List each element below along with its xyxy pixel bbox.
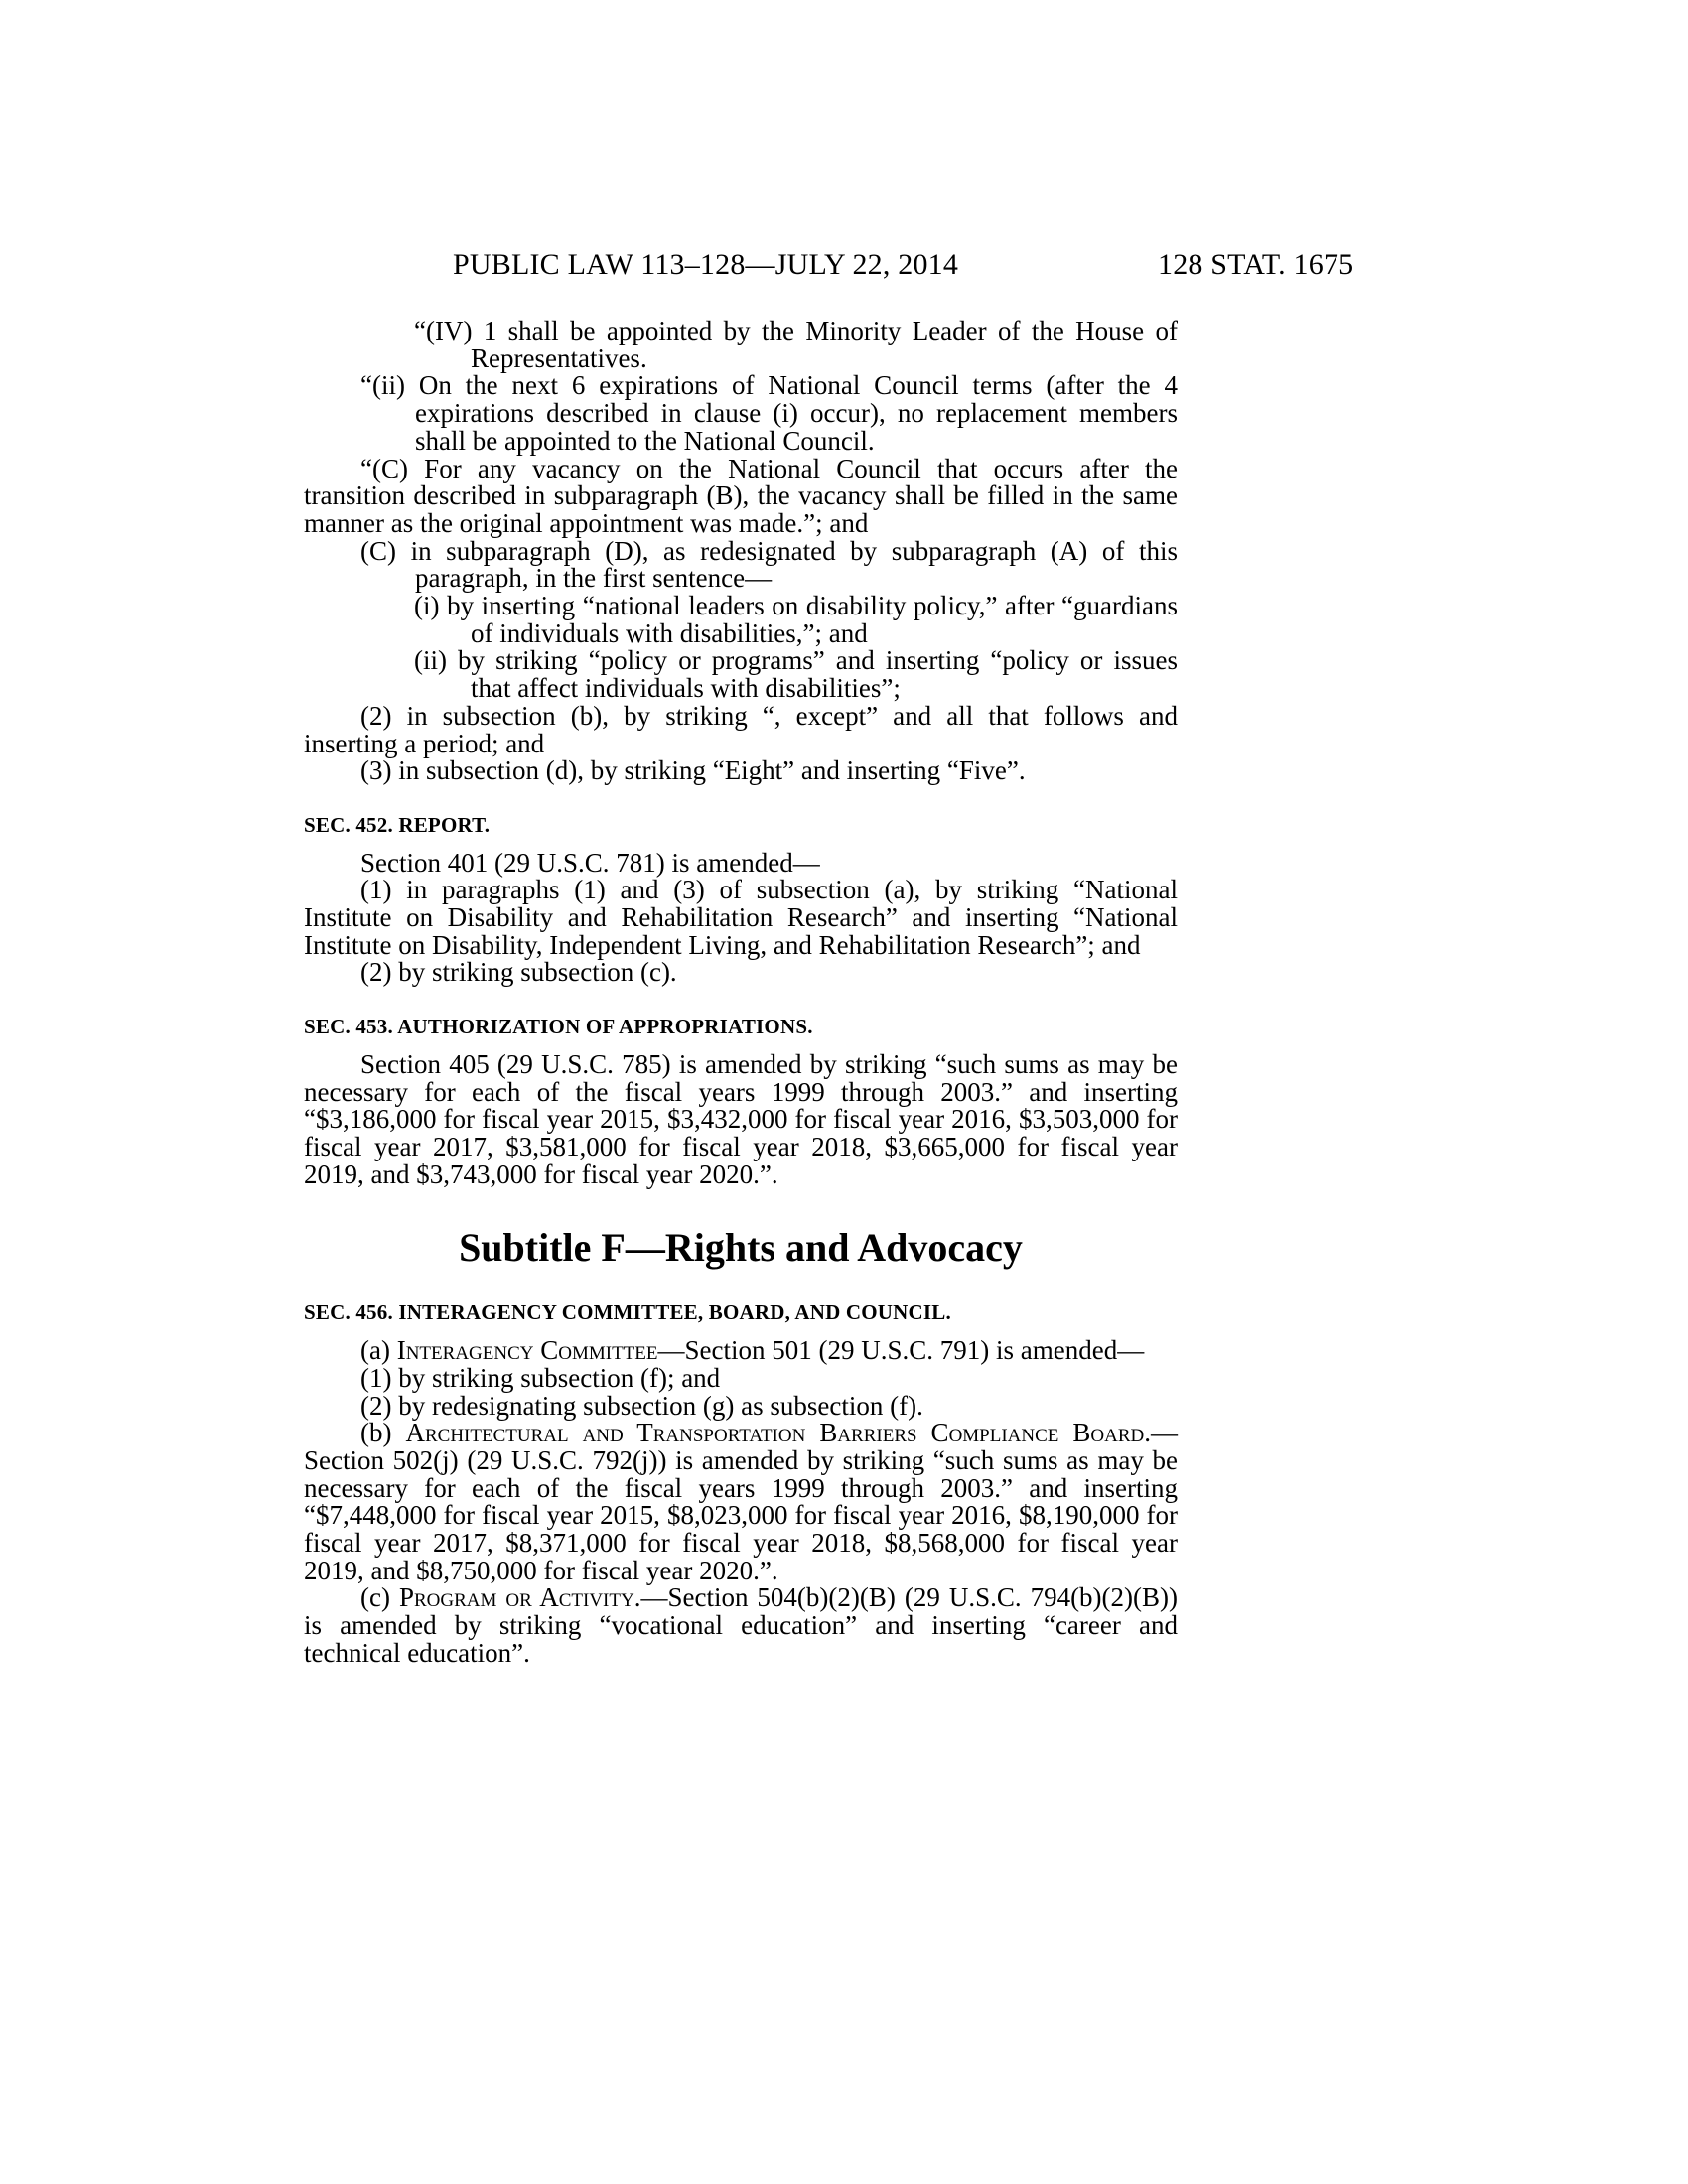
sec-456-a-paragraph-2: (2) by redesignating subsection (g) as subsection (f). bbox=[360, 1390, 923, 1421]
clause-iv: “(IV) 1 shall be appointed by the Minority Leader of the House of Representatives. bbox=[414, 316, 1178, 373]
sec-456-subsection-a bbox=[304, 1337, 1178, 1365]
subparagraph-c: (C) in subparagraph (D), as redesignated by subparagraph (A) of this paragraph, in the first sentence— bbox=[360, 535, 1178, 594]
subtitle-heading: Subtitle F—Rights and Advocacy bbox=[459, 1225, 1023, 1271]
subsection-a-label: (a) bbox=[360, 1335, 390, 1366]
subparagraph-c-quoted: “(C) For any vacancy on the National Council that occurs after the transition described in subparagraph (B), the vacancy shall be filled in the same manner as the original appointment was made.”; and bbox=[304, 453, 1178, 538]
sec-452-intro: Section 401 (29 U.S.C. 781) is amended— bbox=[360, 847, 820, 878]
paragraph-3: (3) in subsection (d), by striking “Eight” and inserting “Five”. bbox=[360, 755, 1026, 786]
running-header-law: PUBLIC LAW 113–128—JULY 22, 2014 bbox=[453, 248, 959, 281]
sec-452-paragraph-2: (2) by striking subsection (c). bbox=[360, 957, 677, 988]
clause-ii-strike: (ii) by striking “policy or programs” and inserting “policy or issues that affect individuals with disabilities”; bbox=[414, 645, 1178, 704]
subsection-b-label: (b) bbox=[360, 1418, 392, 1448]
sec-453-heading: SEC. 453. AUTHORIZATION OF APPROPRIATIONS. bbox=[304, 1015, 813, 1039]
sec-453-text: Section 405 (29 U.S.C. 785) is amended by striking “such sums as may be necessary for each of the fiscal years 1999 through 2003.” and inserting “$3,186,000 for fiscal year 2015, $3,432,000 for fiscal year 2016, $3,503,000 for fiscal year 2017, $3,581,000 for fiscal year 2018, $3,665,000 for fiscal year 2019, and $3,743,000 for fiscal year 2020.”. bbox=[304, 1048, 1178, 1189]
subsection-c-title: Program or Activity bbox=[398, 1582, 634, 1613]
subsection-b-title: Architectural and Transportation Barriers Compliance Board bbox=[405, 1418, 1145, 1448]
sec-456-subsection-b bbox=[304, 1420, 1178, 1584]
sec-452-heading: SEC. 452. REPORT. bbox=[304, 812, 491, 837]
clause-i-insert: (i) by inserting “national leaders on disability policy,” after “guardians of individuals with disabilities,”; and bbox=[414, 591, 1178, 648]
sec-456-heading: SEC. 456. INTERAGENCY COMMITTEE, BOARD, AND COUNCIL. bbox=[304, 1300, 951, 1325]
subsection-c-label: (c) bbox=[360, 1582, 390, 1613]
body-text bbox=[304, 318, 1178, 1668]
subsection-a-title: Interagency Committee bbox=[396, 1335, 658, 1366]
subsection-b-text: .—Section 502(j) (29 U.S.C. 792(j)) is amended by striking “such sums as may be necessary for each of the fiscal years 1999 through 2003.” and inserting “$7,448,000 for fiscal year 2015, $8,023,000 for fiscal year 2016, $8,190,000 for fiscal year 2017, $8,371,000 for fiscal year 2018, $8,568,000 for fiscal year 2019, and $8,750,000 for fiscal year 2020.”. bbox=[304, 1418, 1178, 1585]
sec-452-paragraph-1: (1) in paragraphs (1) and (3) of subsection (a), by striking “National Institute on Disability and Rehabilitation Research” and inserting “National Institute on Disability, Independent Living, and Rehabilitation Research”; and bbox=[304, 875, 1178, 960]
running-header-stat: 128 STAT. 1675 bbox=[1158, 248, 1354, 281]
subsection-a-text: —Section 501 (29 U.S.C. 791) is amended— bbox=[657, 1335, 1145, 1366]
paragraph-2: (2) in subsection (b), by striking “, except” and all that follows and inserting a period; and bbox=[304, 700, 1178, 758]
sec-456-subsection-c bbox=[304, 1584, 1178, 1667]
sec-456-a-paragraph-1: (1) by striking subsection (f); and bbox=[360, 1362, 721, 1393]
subsection-c-text: .—Section 504(b)(2)(B) (29 U.S.C. 794(b)(2)(B)) is amended by striking “vocational education” and inserting “career and technical education”. bbox=[304, 1582, 1179, 1668]
clause-ii: “(ii) On the next 6 expirations of National Council terms (after the 4 expirations described in clause (i) occur), no replacement members shall be appointed to the National Council. bbox=[360, 370, 1178, 456]
